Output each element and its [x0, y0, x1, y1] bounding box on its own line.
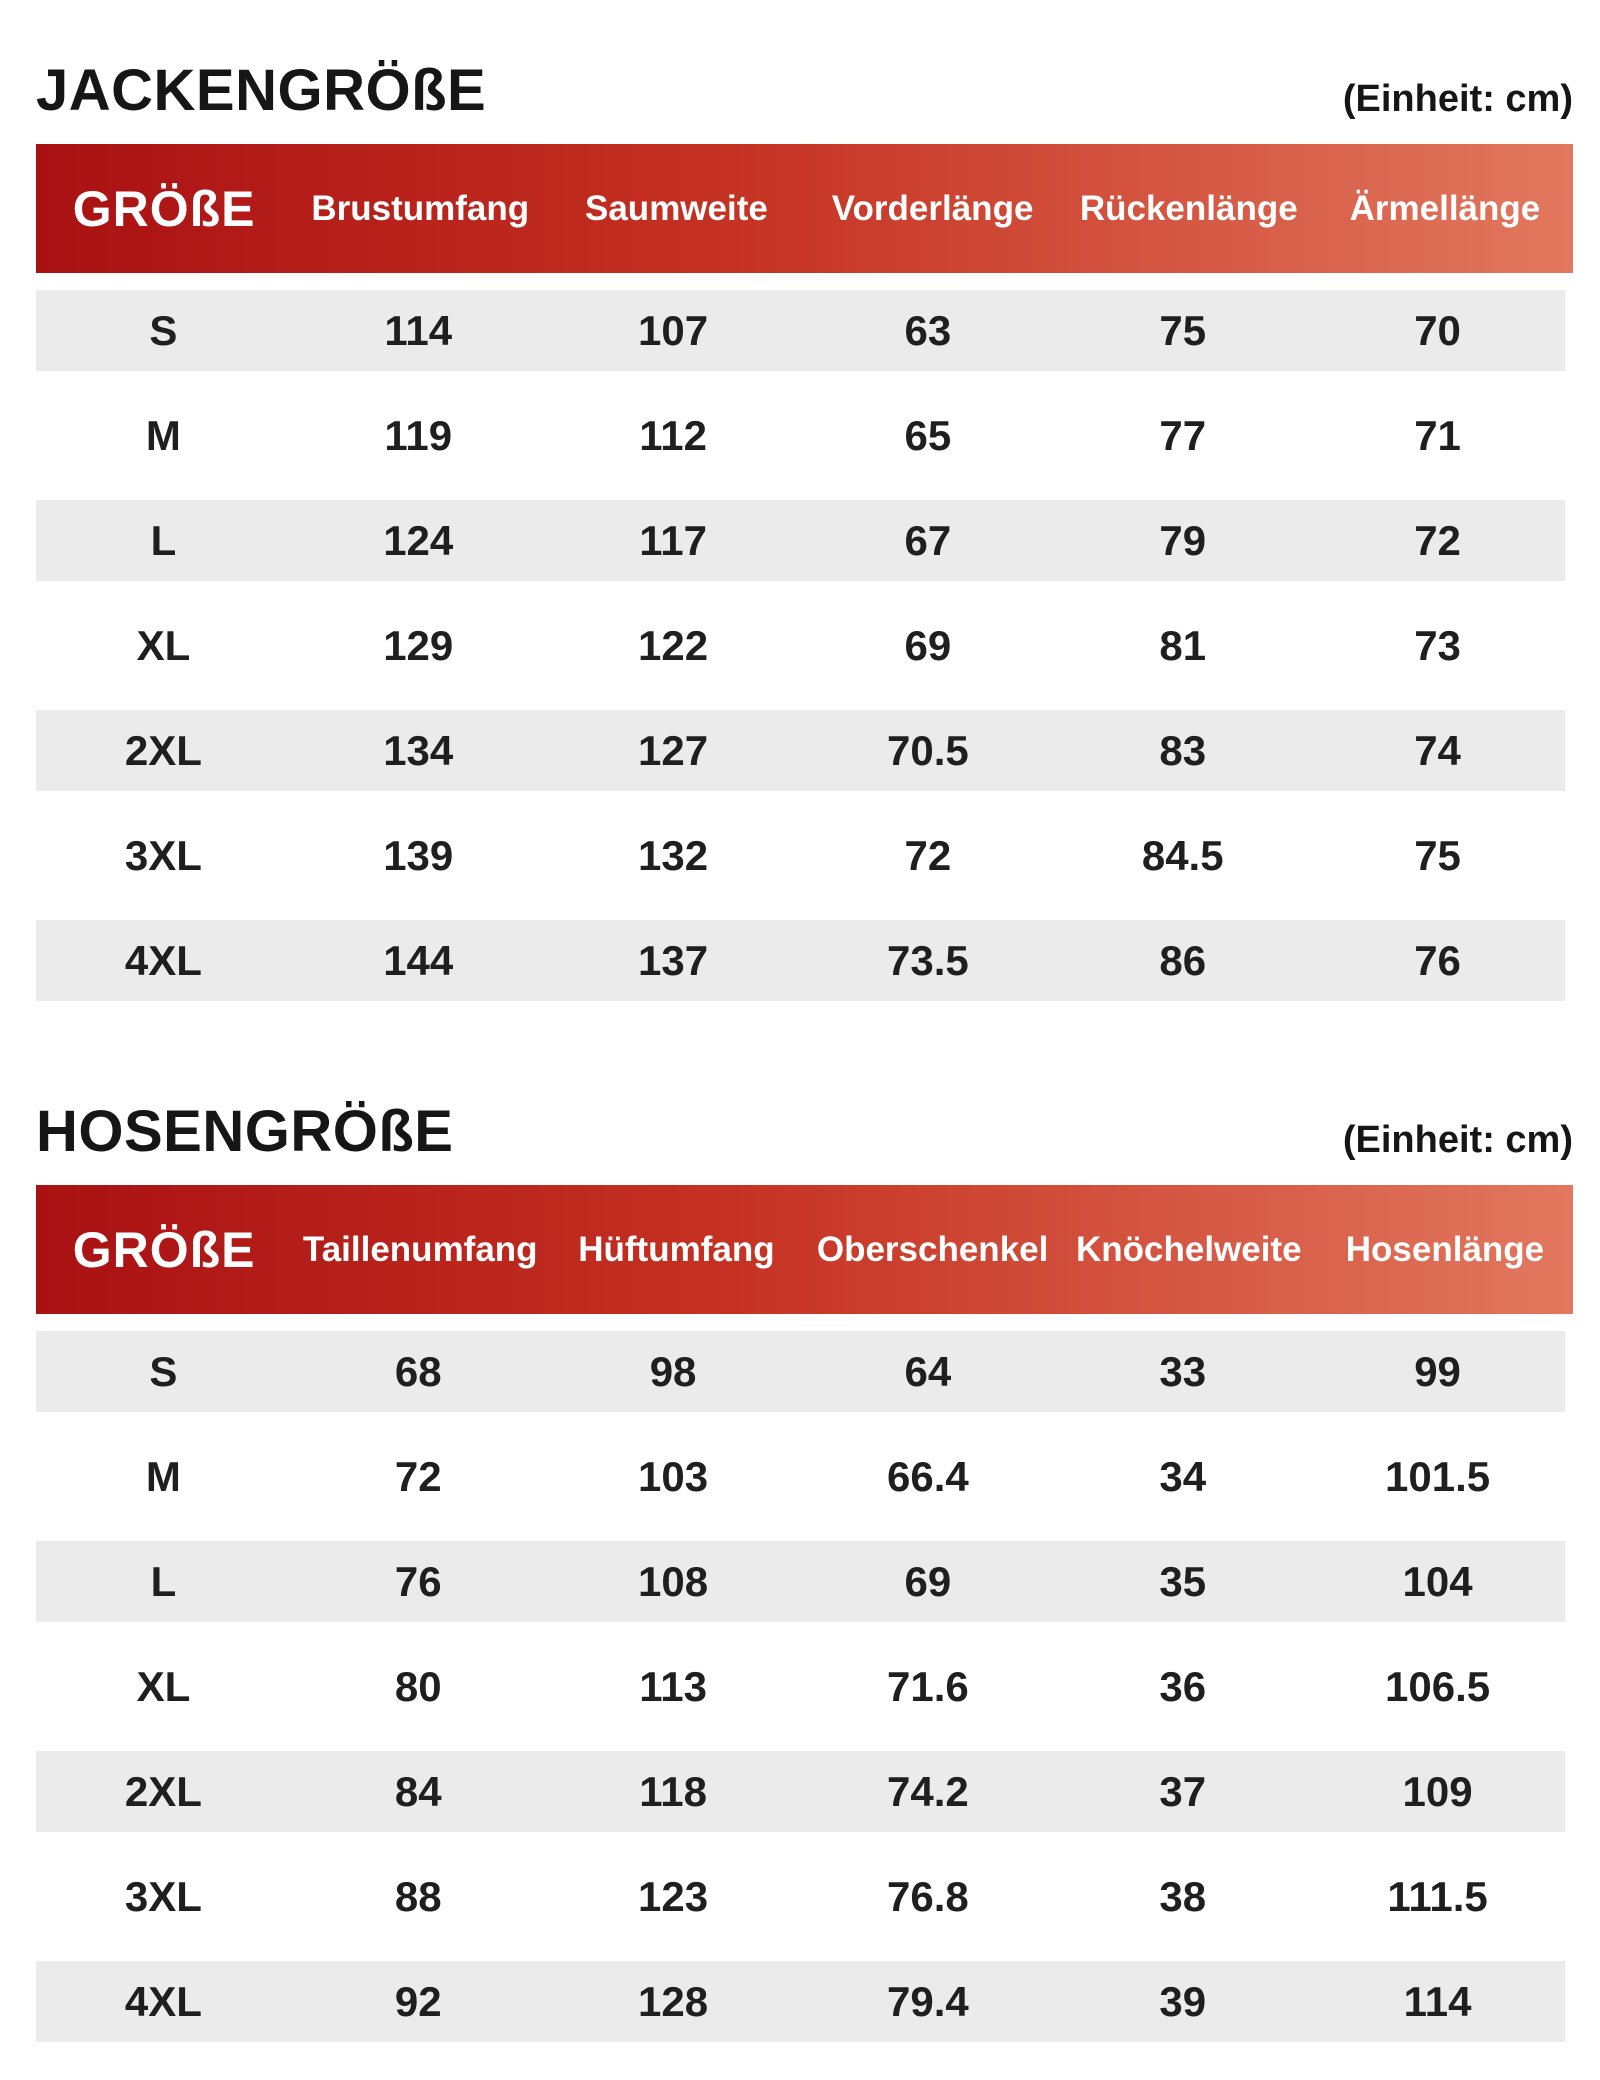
value-cell: 103: [638, 1452, 709, 1500]
value-cell: 137: [638, 936, 709, 984]
pants-table-body: [36, 1319, 1565, 2054]
size-cell: S: [149, 306, 178, 354]
value-cell: 99: [1414, 1347, 1461, 1395]
value-cell: 75: [1159, 306, 1207, 354]
pants-table-header-row: [36, 1185, 1573, 1314]
value-cell: 101.5: [1385, 1452, 1491, 1500]
table-row: [36, 1424, 1565, 1529]
size-cell: 3XL: [124, 1872, 202, 1920]
value-cell: 144: [383, 936, 454, 984]
value-cell: 63: [904, 306, 952, 354]
column-header: Vorderlänge: [831, 188, 1034, 228]
table-row: [36, 383, 1565, 488]
column-header: Hüftumfang: [578, 1229, 775, 1269]
column-header: Saumweite: [585, 188, 768, 228]
column-header: Brustumfang: [311, 188, 530, 228]
value-cell: 134: [383, 726, 454, 774]
table-row: [36, 1634, 1565, 1739]
value-cell: 76: [394, 1557, 442, 1605]
table-row: [36, 278, 1565, 383]
value-cell: 37: [1159, 1767, 1207, 1815]
value-cell: 114: [384, 306, 453, 354]
table-row: [36, 908, 1565, 1013]
value-cell: 139: [383, 831, 454, 879]
size-cell: 4XL: [124, 1977, 202, 2025]
column-header: Knöchelweite: [1075, 1229, 1302, 1269]
value-cell: 76.8: [887, 1872, 969, 1920]
value-cell: 72: [904, 831, 952, 879]
value-cell: 92: [394, 1977, 442, 2025]
value-cell: 68: [394, 1347, 442, 1395]
pants-size-section: [36, 1098, 1573, 2054]
value-cell: 65: [904, 411, 952, 459]
size-cell: 2XL: [124, 1767, 202, 1815]
pants-section-header: [36, 1098, 1573, 1166]
value-cell: 72: [1414, 516, 1461, 564]
size-cell: S: [149, 1347, 178, 1395]
table-row: [36, 803, 1565, 908]
table-row: [36, 1319, 1565, 1424]
value-cell: 129: [383, 621, 454, 669]
value-cell: 119: [384, 411, 453, 459]
table-row: [36, 488, 1565, 593]
size-cell: 2XL: [124, 726, 202, 774]
value-cell: 106.5: [1385, 1662, 1491, 1710]
column-header: Ärmellänge: [1349, 188, 1541, 228]
value-cell: 64: [904, 1347, 952, 1395]
table-row: [36, 1949, 1565, 2054]
value-cell: 73: [1414, 621, 1461, 669]
jacket-section-title: JACKENGRÖßE: [36, 58, 487, 123]
value-cell: 39: [1159, 1977, 1207, 2025]
value-cell: 71: [1414, 411, 1461, 459]
value-cell: 104: [1402, 1557, 1473, 1605]
value-cell: 107: [638, 306, 709, 354]
table-row: [36, 1844, 1565, 1949]
size-column-header: GRÖßE: [72, 180, 256, 237]
column-header: Oberschenkel: [816, 1229, 1049, 1269]
size-cell: 3XL: [124, 831, 202, 879]
value-cell: 67: [904, 516, 952, 564]
size-column-header: GRÖßE: [72, 1221, 256, 1278]
value-cell: 84.5: [1141, 831, 1224, 879]
value-cell: 74: [1414, 726, 1461, 774]
value-cell: 132: [638, 831, 709, 879]
size-cell: L: [150, 516, 177, 564]
jacket-table-body: [36, 278, 1565, 1013]
column-header: Taillenumfang: [302, 1229, 538, 1269]
size-cell: XL: [136, 621, 191, 669]
table-row: [36, 593, 1565, 698]
value-cell: 77: [1159, 411, 1207, 459]
value-cell: 66.4: [887, 1452, 969, 1500]
value-cell: 38: [1159, 1872, 1207, 1920]
value-cell: 72: [394, 1452, 442, 1500]
value-cell: 71.6: [887, 1662, 969, 1710]
value-cell: 124: [383, 516, 454, 564]
value-cell: 34: [1159, 1452, 1207, 1500]
value-cell: 74.2: [887, 1767, 969, 1815]
column-header: Hosenlänge: [1345, 1229, 1545, 1269]
value-cell: 70.5: [887, 726, 969, 774]
value-cell: 84: [394, 1767, 442, 1815]
value-cell: 112: [639, 411, 707, 459]
value-cell: 81: [1159, 621, 1207, 669]
value-cell: 111.5: [1387, 1872, 1488, 1920]
value-cell: 123: [638, 1872, 709, 1920]
value-cell: 35: [1159, 1557, 1207, 1605]
size-cell: M: [145, 411, 181, 459]
jacket-unit-label: (Einheit: cm): [1342, 78, 1573, 120]
pants-unit-label: (Einheit: cm): [1342, 1119, 1573, 1161]
value-cell: 88: [394, 1872, 442, 1920]
value-cell: 108: [638, 1557, 709, 1605]
value-cell: 36: [1159, 1662, 1207, 1710]
size-cell: M: [145, 1452, 181, 1500]
size-cell: XL: [136, 1662, 191, 1710]
value-cell: 113: [639, 1662, 707, 1710]
value-cell: 118: [639, 1767, 707, 1815]
value-cell: 114: [1403, 1977, 1472, 2025]
value-cell: 127: [638, 726, 709, 774]
value-cell: 75: [1414, 831, 1461, 879]
pants-section-title: HOSENGRÖßE: [36, 1099, 454, 1164]
value-cell: 86: [1159, 936, 1207, 984]
value-cell: 79: [1159, 516, 1207, 564]
jacket-table-header-row: [36, 144, 1573, 273]
value-cell: 33: [1159, 1347, 1207, 1395]
value-cell: 109: [1402, 1767, 1473, 1815]
value-cell: 98: [649, 1347, 697, 1395]
value-cell: 83: [1159, 726, 1207, 774]
value-cell: 70: [1414, 306, 1461, 354]
value-cell: 69: [904, 621, 952, 669]
table-row: [36, 1739, 1565, 1844]
table-row: [36, 1529, 1565, 1634]
value-cell: 73.5: [887, 936, 969, 984]
value-cell: 128: [638, 1977, 709, 2025]
value-cell: 79.4: [887, 1977, 969, 2025]
size-cell: 4XL: [124, 936, 202, 984]
value-cell: 76: [1414, 936, 1461, 984]
value-cell: 122: [638, 621, 709, 669]
table-row: [36, 698, 1565, 803]
jacket-size-section: [36, 57, 1573, 1013]
column-header: Rückenlänge: [1079, 188, 1298, 228]
value-cell: 80: [394, 1662, 442, 1710]
value-cell: 117: [639, 516, 707, 564]
jacket-section-header: [36, 57, 1573, 125]
value-cell: 69: [904, 1557, 952, 1605]
size-cell: L: [150, 1557, 177, 1605]
